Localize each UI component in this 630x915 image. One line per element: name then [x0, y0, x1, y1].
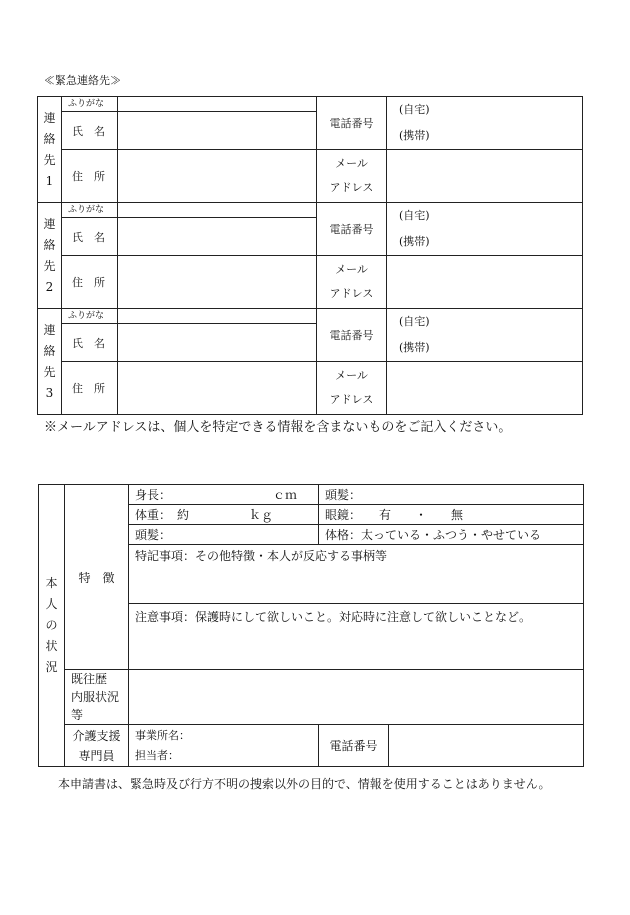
hair-field[interactable]: 頭髪： [319, 485, 584, 505]
caution-notes-field[interactable]: 注意事項：保護時にして欲しいこと。対応時に注意して欲しいことなど。 [129, 604, 584, 670]
email-field[interactable] [387, 256, 583, 309]
phone-field[interactable]: (自宅) (携帯) [387, 309, 583, 362]
phone-field[interactable]: (自宅) (携帯) [387, 97, 583, 150]
history-label: 既往歴 内服状況等 [65, 670, 129, 725]
section-heading: ≪緊急連絡先≫ [44, 74, 121, 87]
furigana-label: ふりがな [62, 203, 118, 218]
address-field[interactable] [118, 150, 317, 203]
furigana-label: ふりがな [62, 309, 118, 324]
name-label: 氏 名 [62, 112, 118, 150]
contact-block-label: 連 絡 先 2 [38, 203, 62, 309]
email-label: メール アドレス [317, 256, 387, 309]
contact-block-label: 連 絡 先 1 [38, 97, 62, 203]
care-manager-field[interactable]: 事業所名： 担当者： [129, 725, 319, 767]
email-field[interactable] [387, 150, 583, 203]
name-field[interactable] [118, 218, 317, 256]
email-label: メール アドレス [317, 150, 387, 203]
care-phone-field[interactable] [389, 725, 584, 767]
height-field[interactable]: 身長： ｃｍ [129, 485, 319, 505]
name-field[interactable] [118, 112, 317, 150]
phone-field[interactable]: (自宅) (携帯) [387, 203, 583, 256]
phone-label: 電話番号 [317, 203, 387, 256]
email-label: メール アドレス [317, 362, 387, 415]
address-field[interactable] [118, 362, 317, 415]
glasses-field[interactable]: 眼鏡： 有 ・ 無 [319, 505, 584, 525]
name-label: 氏 名 [62, 218, 118, 256]
build-field[interactable]: 体格：太っている・ふつう・やせている [319, 525, 584, 545]
emergency-contact-table [37, 96, 583, 415]
name-label: 氏 名 [62, 324, 118, 362]
furigana-field[interactable] [118, 309, 317, 324]
address-label: 住 所 [62, 256, 118, 309]
furigana-field[interactable] [118, 97, 317, 112]
history-field[interactable] [129, 670, 584, 725]
contact-block-label: 連 絡 先 3 [38, 309, 62, 415]
name-field[interactable] [118, 324, 317, 362]
email-field[interactable] [387, 362, 583, 415]
address-label: 住 所 [62, 150, 118, 203]
care-phone-label: 電話番号 [319, 725, 389, 767]
hair2-field[interactable]: 頭髪： [129, 525, 319, 545]
special-notes-field[interactable]: 特記事項：その他特徴・本人が反応する事柄等 [129, 545, 584, 604]
furigana-label: ふりがな [62, 97, 118, 112]
footer-note: 本申請書は、緊急時及び行方不明の捜索以外の目的で、情報を使用することはありません。 [58, 777, 551, 791]
person-status-table [38, 484, 584, 767]
features-label: 特 徴 [65, 485, 129, 670]
address-label: 住 所 [62, 362, 118, 415]
phone-label: 電話番号 [317, 309, 387, 362]
address-field[interactable] [118, 256, 317, 309]
weight-field[interactable]: 体重： 約 ｋｇ [129, 505, 319, 525]
email-note: ※メールアドレスは、個人を特定できる情報を含まないものをご記入ください。 [44, 420, 512, 435]
phone-label: 電話番号 [317, 97, 387, 150]
status-section-label: 本 人 の 状 況 [39, 485, 65, 767]
care-manager-label: 介護支援 専門員 [65, 725, 129, 767]
furigana-field[interactable] [118, 203, 317, 218]
